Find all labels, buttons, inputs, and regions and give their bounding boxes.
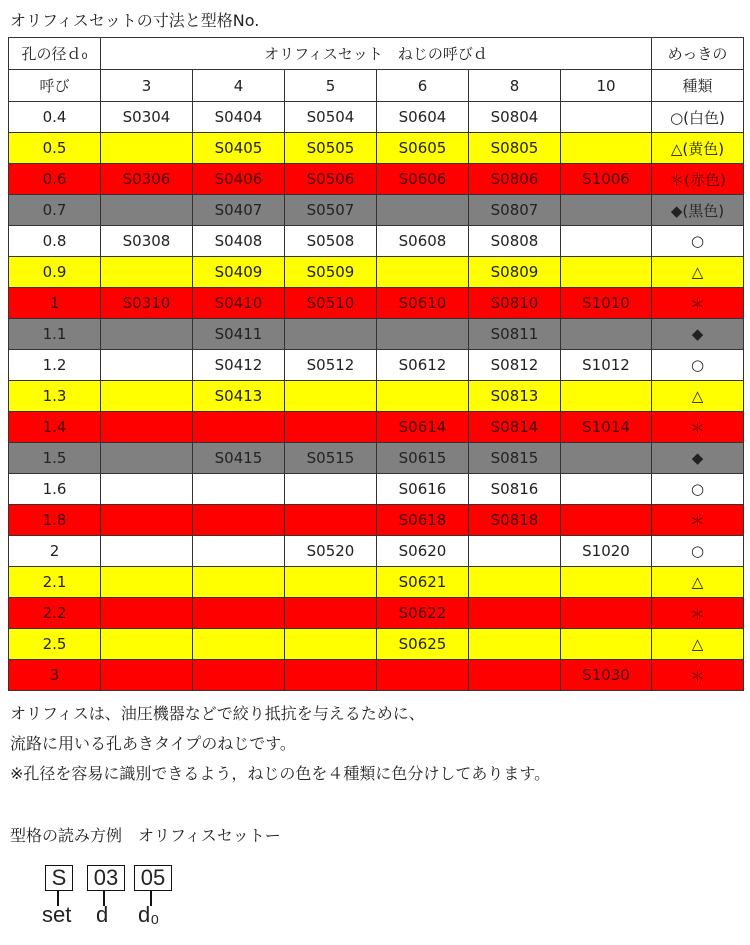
plating-type-cell: ＊ bbox=[652, 660, 744, 691]
model-number-cell bbox=[561, 381, 652, 412]
table-row bbox=[9, 102, 744, 133]
model-number-cell bbox=[561, 567, 652, 598]
table-row bbox=[9, 381, 744, 412]
orifice-spec-table bbox=[8, 37, 744, 691]
model-number-cell bbox=[101, 257, 193, 288]
model-number-cell bbox=[561, 102, 652, 133]
note-line-3: ※孔径を容易に識別できるよう，ねじの色を４種類に色分けしてあります。 bbox=[10, 764, 551, 783]
hole-diameter-cell: 1.3 bbox=[9, 381, 101, 412]
note-line-2: 流路に用いる孔あきタイプのねじです。 bbox=[10, 734, 296, 753]
model-number-cell: S0604 bbox=[377, 102, 469, 133]
model-number-cell bbox=[285, 629, 377, 660]
model-number-cell bbox=[193, 567, 285, 598]
model-number-cell: S0506 bbox=[285, 164, 377, 195]
header-row-2 bbox=[9, 70, 744, 102]
hole-diameter-cell: 0.5 bbox=[9, 133, 101, 164]
hole-diameter-cell: 1.1 bbox=[9, 319, 101, 350]
model-number-cell: S0612 bbox=[377, 350, 469, 381]
model-number-cell bbox=[193, 505, 285, 536]
table-row bbox=[9, 629, 744, 660]
hole-diameter-cell: 2.5 bbox=[9, 629, 101, 660]
hole-diameter-cell: 0.9 bbox=[9, 257, 101, 288]
model-number-cell: S0404 bbox=[193, 102, 285, 133]
table-row bbox=[9, 257, 744, 288]
table-row bbox=[9, 660, 744, 691]
model-number-cell bbox=[561, 474, 652, 505]
model-number-cell bbox=[101, 536, 193, 567]
hole-diameter-cell: 2.1 bbox=[9, 567, 101, 598]
model-number-cell: S0507 bbox=[285, 195, 377, 226]
hole-diameter-cell: 0.7 bbox=[9, 195, 101, 226]
model-number-cell: S0625 bbox=[377, 629, 469, 660]
model-number-cell bbox=[377, 381, 469, 412]
model-number-cell bbox=[101, 381, 193, 412]
model-number-cell: S0505 bbox=[285, 133, 377, 164]
plating-type-cell: ○ bbox=[652, 226, 744, 257]
model-number-cell bbox=[561, 629, 652, 660]
model-number-cell bbox=[101, 133, 193, 164]
model-number-cell bbox=[285, 319, 377, 350]
hole-diameter-cell: 0.6 bbox=[9, 164, 101, 195]
model-number-cell: S0618 bbox=[377, 505, 469, 536]
plating-type-cell: △ bbox=[652, 381, 744, 412]
hole-diameter-cell: 1.5 bbox=[9, 443, 101, 474]
model-number-cell bbox=[561, 319, 652, 350]
model-number-cell bbox=[101, 629, 193, 660]
model-number-cell bbox=[561, 226, 652, 257]
model-number-cell bbox=[193, 629, 285, 660]
model-number-cell bbox=[561, 133, 652, 164]
model-number-cell: S0622 bbox=[377, 598, 469, 629]
table-row bbox=[9, 288, 744, 319]
model-number-cell: S0306 bbox=[101, 164, 193, 195]
model-number-cell: S0811 bbox=[469, 319, 561, 350]
plating-type-cell: ○ bbox=[652, 474, 744, 505]
model-number-cell: S1012 bbox=[561, 350, 652, 381]
header-orifice-thread: オリフィスセット ねじの呼びｄ bbox=[101, 38, 652, 70]
plating-type-cell: △ bbox=[652, 257, 744, 288]
plating-type-cell: △(黄色) bbox=[652, 133, 744, 164]
model-number-cell: S0621 bbox=[377, 567, 469, 598]
model-number-cell bbox=[561, 195, 652, 226]
model-number-cell: S0608 bbox=[377, 226, 469, 257]
model-number-cell bbox=[469, 598, 561, 629]
label-d0: d₀ bbox=[138, 902, 160, 927]
plating-type-cell: ◆(黒色) bbox=[652, 195, 744, 226]
model-number-cell: S0810 bbox=[469, 288, 561, 319]
model-number-cell: S0620 bbox=[377, 536, 469, 567]
model-number-cell: S0805 bbox=[469, 133, 561, 164]
hole-diameter-cell: 1.8 bbox=[9, 505, 101, 536]
model-number-cell: S0413 bbox=[193, 381, 285, 412]
model-number-cell bbox=[193, 412, 285, 443]
header-plating: めっきの bbox=[652, 38, 744, 70]
model-number-cell: S0412 bbox=[193, 350, 285, 381]
model-number-cell: S0815 bbox=[469, 443, 561, 474]
column-header: 4 bbox=[193, 70, 285, 102]
hole-diameter-cell: 1 bbox=[9, 288, 101, 319]
model-number-cell: S0616 bbox=[377, 474, 469, 505]
page-title: オリフィスセットの寸法と型格No. bbox=[10, 11, 260, 30]
model-number-cell: S0406 bbox=[193, 164, 285, 195]
model-number-cell: S0504 bbox=[285, 102, 377, 133]
model-number-cell bbox=[101, 443, 193, 474]
hole-diameter-cell: 3 bbox=[9, 660, 101, 691]
model-number-cell bbox=[193, 536, 285, 567]
model-number-cell bbox=[193, 474, 285, 505]
model-number-cell: S1014 bbox=[561, 412, 652, 443]
model-number-cell: S1020 bbox=[561, 536, 652, 567]
model-number-cell: S0816 bbox=[469, 474, 561, 505]
model-number-cell: S0606 bbox=[377, 164, 469, 195]
model-number-cell bbox=[285, 474, 377, 505]
example-title: 型格の読み方例 オリフィスセットー bbox=[10, 826, 281, 845]
code-box-set: S bbox=[45, 865, 73, 891]
model-number-cell: S1010 bbox=[561, 288, 652, 319]
model-number-cell bbox=[469, 660, 561, 691]
model-number-cell bbox=[377, 660, 469, 691]
plating-type-cell: △ bbox=[652, 567, 744, 598]
table-row bbox=[9, 474, 744, 505]
header-plating-type: 種類 bbox=[652, 70, 744, 102]
model-number-cell bbox=[285, 660, 377, 691]
model-number-cell: S0310 bbox=[101, 288, 193, 319]
model-number-cell bbox=[193, 598, 285, 629]
header-hole-diameter: 孔の径ｄ₀ bbox=[9, 38, 101, 70]
model-number-cell: S0804 bbox=[469, 102, 561, 133]
column-header: 6 bbox=[377, 70, 469, 102]
model-number-cell: S0605 bbox=[377, 133, 469, 164]
plating-type-cell: ◆ bbox=[652, 319, 744, 350]
model-number-cell bbox=[193, 660, 285, 691]
model-number-cell: S0610 bbox=[377, 288, 469, 319]
label-d: d bbox=[96, 902, 109, 927]
model-number-cell bbox=[561, 443, 652, 474]
note-line-1: オリフィスは、油圧機器などで絞り抵抗を与えるために、 bbox=[10, 704, 425, 723]
model-number-cell: S0407 bbox=[193, 195, 285, 226]
model-number-cell bbox=[101, 195, 193, 226]
model-number-cell: S0615 bbox=[377, 443, 469, 474]
code-box-d: 03 bbox=[87, 865, 125, 891]
model-number-cell: S0508 bbox=[285, 226, 377, 257]
code-box-d0: 05 bbox=[134, 865, 172, 891]
model-number-cell: S0410 bbox=[193, 288, 285, 319]
column-header: 3 bbox=[101, 70, 193, 102]
plating-type-cell: ＊ bbox=[652, 505, 744, 536]
model-number-cell: S0818 bbox=[469, 505, 561, 536]
model-number-cell bbox=[285, 505, 377, 536]
plating-type-cell: ○ bbox=[652, 350, 744, 381]
plating-type-cell: ◆ bbox=[652, 443, 744, 474]
table-row bbox=[9, 443, 744, 474]
model-number-cell bbox=[469, 629, 561, 660]
table-row bbox=[9, 319, 744, 350]
model-number-cell bbox=[101, 567, 193, 598]
model-number-cell: S0510 bbox=[285, 288, 377, 319]
model-number-cell: S0809 bbox=[469, 257, 561, 288]
model-number-cell bbox=[285, 567, 377, 598]
model-number-cell bbox=[561, 257, 652, 288]
table-row bbox=[9, 133, 744, 164]
model-number-cell bbox=[285, 381, 377, 412]
hole-diameter-cell: 2.2 bbox=[9, 598, 101, 629]
model-number-cell: S0614 bbox=[377, 412, 469, 443]
header-row-1 bbox=[9, 38, 744, 70]
plating-type-cell: ○(白色) bbox=[652, 102, 744, 133]
plating-type-cell: ○ bbox=[652, 536, 744, 567]
plating-type-cell: ＊ bbox=[652, 598, 744, 629]
plating-type-cell: ＊ bbox=[652, 288, 744, 319]
model-number-cell: S0409 bbox=[193, 257, 285, 288]
hole-diameter-cell: 2 bbox=[9, 536, 101, 567]
model-number-cell: S0308 bbox=[101, 226, 193, 257]
hole-diameter-cell: 1.2 bbox=[9, 350, 101, 381]
model-number-cell bbox=[285, 412, 377, 443]
model-number-cell: S0512 bbox=[285, 350, 377, 381]
model-number-cell: S0408 bbox=[193, 226, 285, 257]
model-number-cell bbox=[101, 350, 193, 381]
table-row bbox=[9, 195, 744, 226]
model-number-cell bbox=[101, 598, 193, 629]
model-number-cell: S0807 bbox=[469, 195, 561, 226]
model-number-cell: S1006 bbox=[561, 164, 652, 195]
table-row bbox=[9, 598, 744, 629]
column-header: 10 bbox=[561, 70, 652, 102]
model-number-cell bbox=[101, 505, 193, 536]
model-number-cell bbox=[377, 257, 469, 288]
table-row bbox=[9, 567, 744, 598]
model-number-cell: S0808 bbox=[469, 226, 561, 257]
label-set: set bbox=[42, 902, 72, 927]
table-row bbox=[9, 536, 744, 567]
plating-type-cell: △ bbox=[652, 629, 744, 660]
table-row bbox=[9, 412, 744, 443]
model-number-cell bbox=[377, 195, 469, 226]
model-number-cell: S0806 bbox=[469, 164, 561, 195]
model-number-cell bbox=[469, 536, 561, 567]
model-number-cell bbox=[561, 598, 652, 629]
model-number-cell: S0405 bbox=[193, 133, 285, 164]
model-number-cell: S0814 bbox=[469, 412, 561, 443]
table-row bbox=[9, 350, 744, 381]
model-number-cell bbox=[101, 660, 193, 691]
column-header: 8 bbox=[469, 70, 561, 102]
column-header: 5 bbox=[285, 70, 377, 102]
model-number-cell: S0520 bbox=[285, 536, 377, 567]
hole-diameter-cell: 0.8 bbox=[9, 226, 101, 257]
model-number-cell bbox=[101, 412, 193, 443]
model-number-cell: S0411 bbox=[193, 319, 285, 350]
plating-type-cell: ＊ bbox=[652, 412, 744, 443]
model-number-cell bbox=[469, 567, 561, 598]
model-number-cell: S0509 bbox=[285, 257, 377, 288]
header-yobi: 呼び bbox=[9, 70, 101, 102]
model-number-cell bbox=[101, 319, 193, 350]
model-number-cell bbox=[561, 505, 652, 536]
hole-diameter-cell: 0.4 bbox=[9, 102, 101, 133]
model-number-cell: S0304 bbox=[101, 102, 193, 133]
model-number-cell bbox=[101, 474, 193, 505]
table-row bbox=[9, 505, 744, 536]
model-number-cell: S0812 bbox=[469, 350, 561, 381]
hole-diameter-cell: 1.4 bbox=[9, 412, 101, 443]
model-number-cell bbox=[285, 598, 377, 629]
plating-type-cell: ＊(赤色) bbox=[652, 164, 744, 195]
model-number-cell: S0415 bbox=[193, 443, 285, 474]
model-number-cell: S1030 bbox=[561, 660, 652, 691]
table-row bbox=[9, 226, 744, 257]
hole-diameter-cell: 1.6 bbox=[9, 474, 101, 505]
table-row bbox=[9, 164, 744, 195]
model-number-cell: S0813 bbox=[469, 381, 561, 412]
model-number-cell: S0515 bbox=[285, 443, 377, 474]
model-number-cell bbox=[377, 319, 469, 350]
